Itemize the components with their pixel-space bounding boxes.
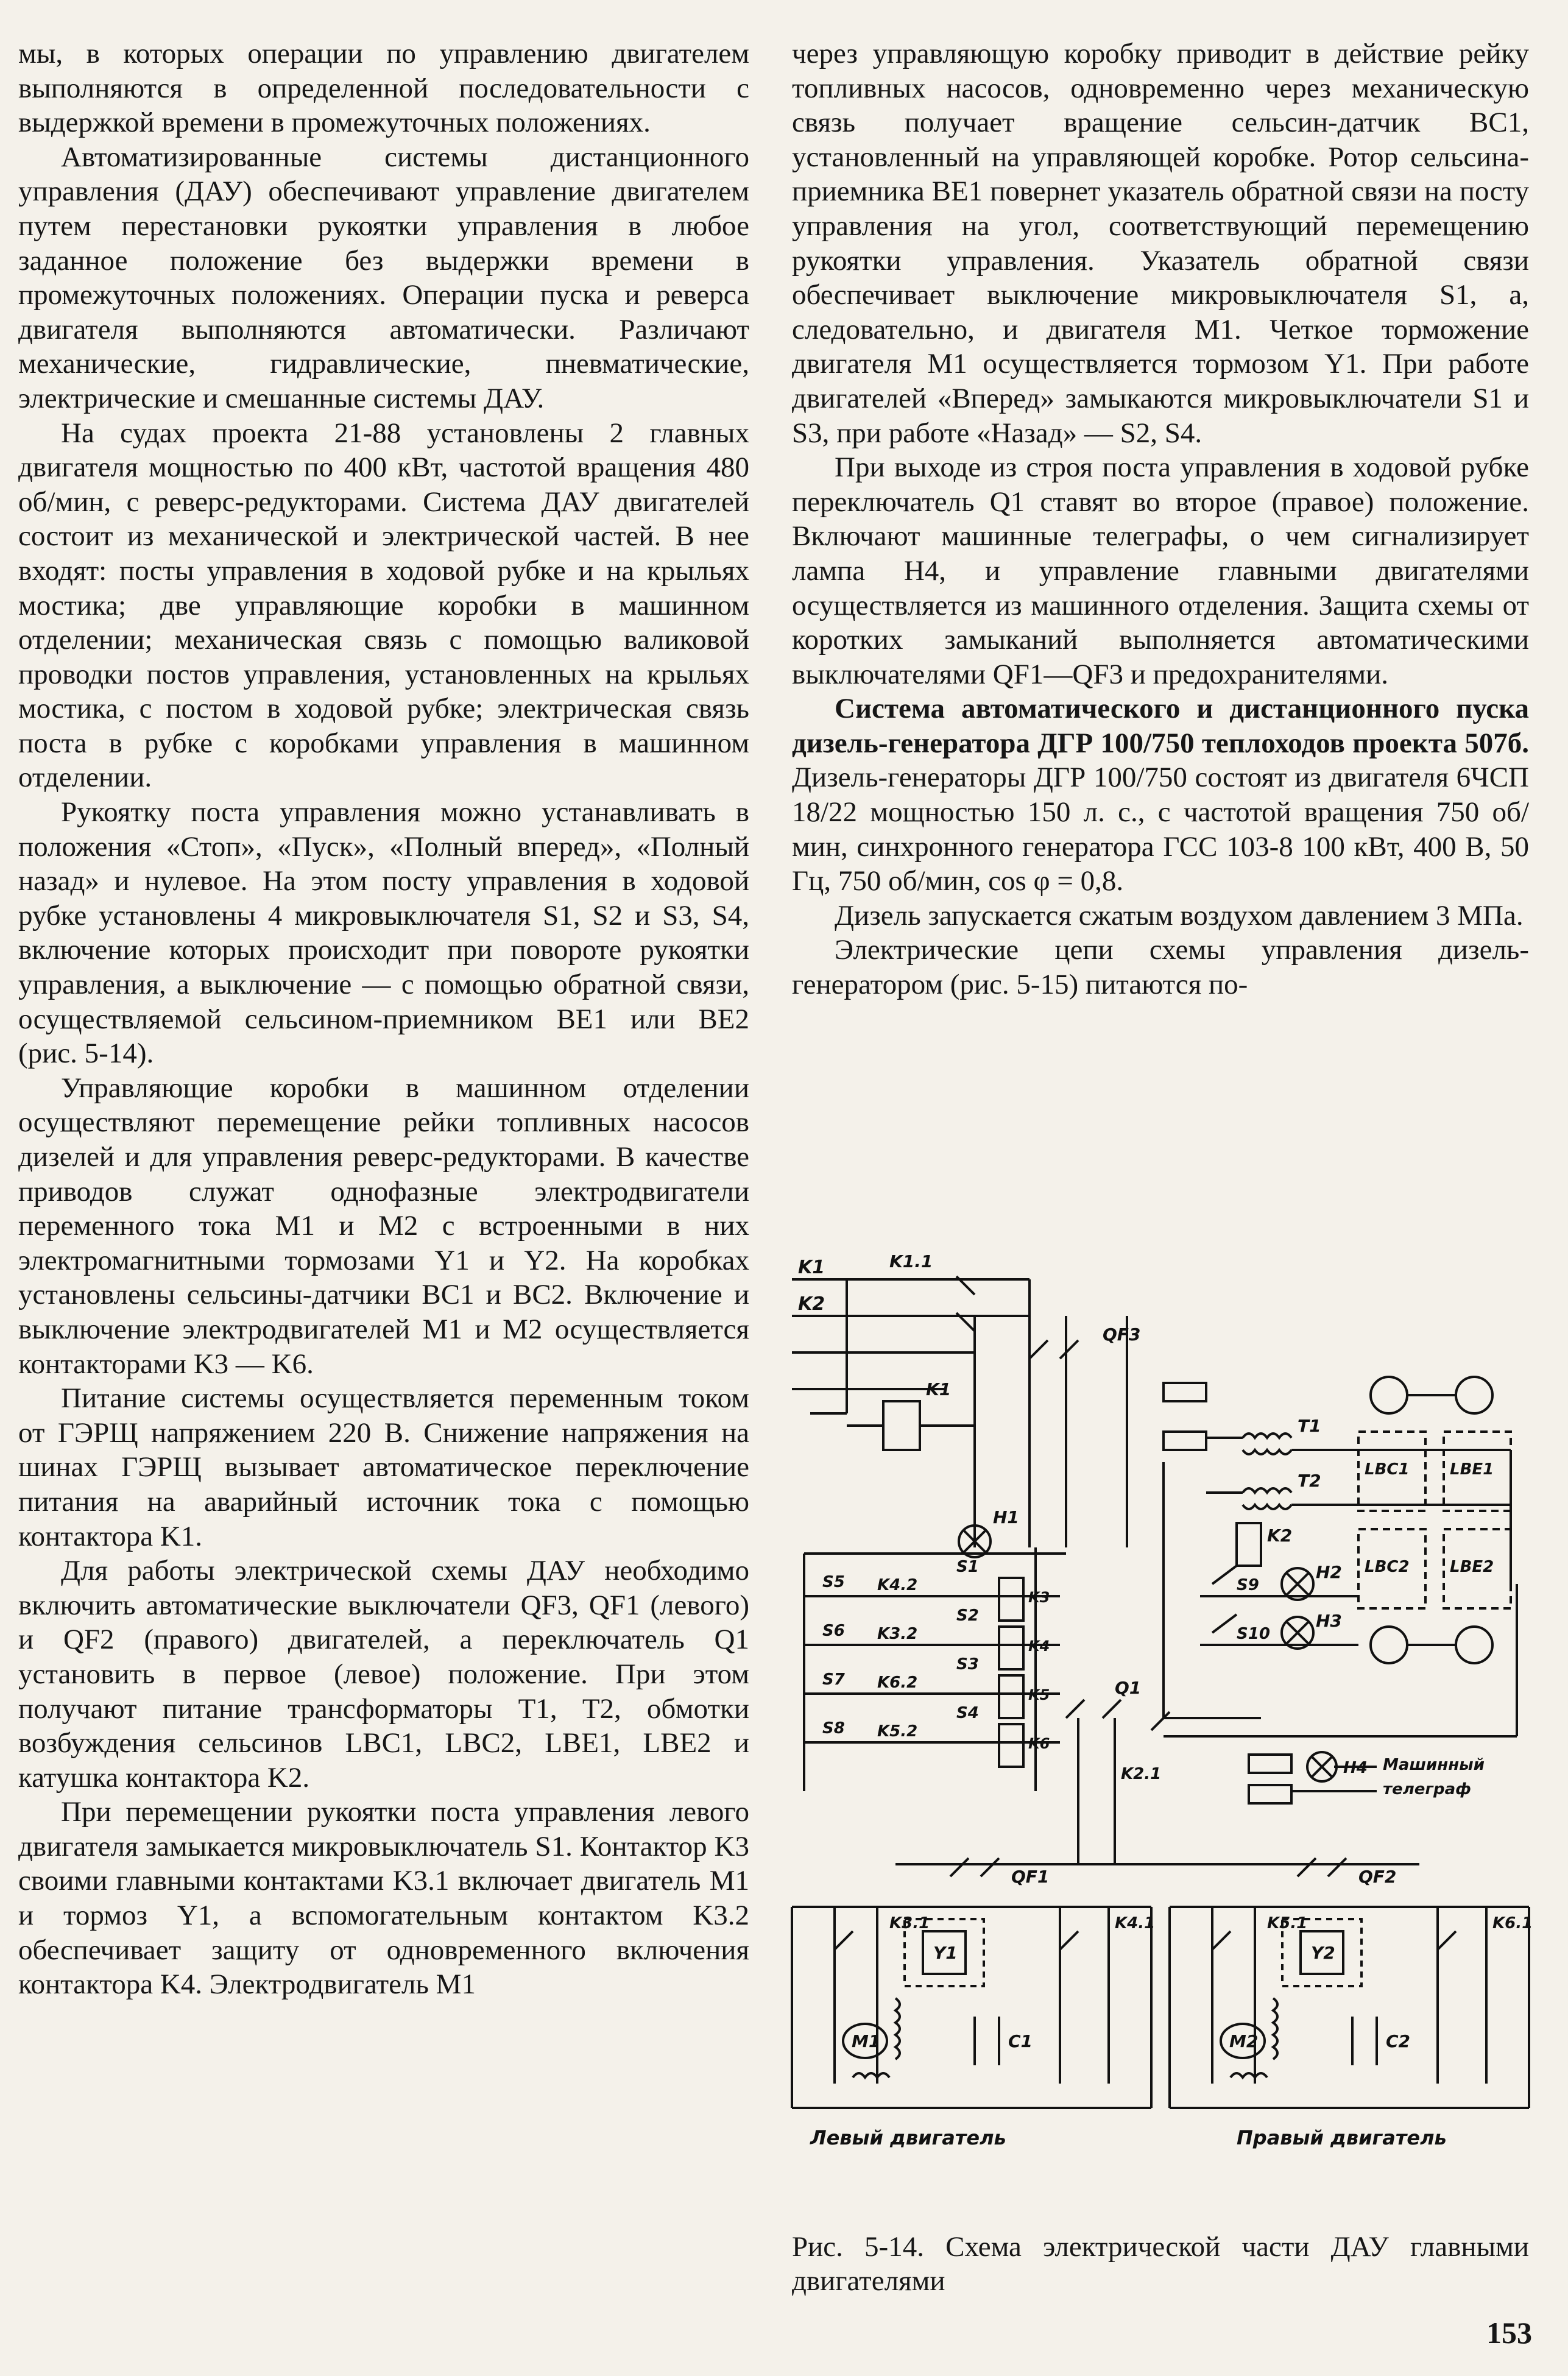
label-k4-1: K4.1	[1115, 1914, 1156, 1932]
paragraph-text: На судах проекта 21-88 установлены 2 главных двигателя мощностью по 400 кВт, частотой вращения 480 об/мин, с реверс-редукторами. Система ДАУ двигателей состоит из механической и электрической частей. В нее входят: посты управления в ходовой рубке и на крыльях мостика; две управляющие коробки в машинном отделении; механическая связь с помощью валиковой проводки постов управления, установленных на крыльях мостика, с постом в ходовой рубке; электрическая связь поста в рубке с коробками управления в машинном отделении.	[18, 417, 749, 794]
paragraph	[18, 795, 749, 1071]
label-lbe1: LBE1	[1450, 1460, 1494, 1479]
label-telegraph-1: Машинный	[1383, 1756, 1485, 1774]
right-text-column	[792, 37, 1529, 1002]
label-k3: K3	[1028, 1589, 1050, 1606]
paragraph-text: Питание системы осуществляется переменным током от ГЭРЩ напряжением 220 В. Снижение напряжения на шинах ГЭРЩ вызывает автоматическое переключение питания на аварийный источник тока с помощью контактора K1.	[18, 1382, 749, 1552]
label-k2-1: K2.1	[1121, 1765, 1162, 1783]
paragraph-text: мы, в которых операции по управлению двигателем выполняются в определенной последовательности с выдержкой времени в промежуточных положениях.	[18, 38, 749, 139]
label-qf3: QF3	[1103, 1324, 1141, 1345]
paragraph	[792, 933, 1529, 1002]
label-lbc1: LBC1	[1365, 1460, 1410, 1479]
label-qf1: QF1	[1011, 1867, 1050, 1887]
label-k6: K6	[1028, 1735, 1050, 1752]
label-h1: H1	[993, 1507, 1019, 1527]
figure-caption: Рис. 5-14. Схема электрической части ДАУ главными двигателями	[792, 2231, 1529, 2297]
label-m1: M1	[852, 2031, 881, 2051]
paragraph-text: Рукоятку поста управления можно устанавливать в положения «Стоп», «Пуск», «Полный вперед», «Полный назад» и нулевое. На этом посту управления в ходовой рубке установлены 4 микровыключателя S1, S2 и S3, S4, включение которых происходит при повороте рукоятки управления, а выключение — с помощью обратной связи, осуществляемой сельсином-приемником BE1 или BE2 (рис. 5-14).	[18, 796, 749, 1070]
label-h2: H2	[1316, 1562, 1342, 1582]
label-c2: C2	[1386, 2031, 1411, 2051]
paragraph	[18, 37, 749, 140]
label-left-engine: Левый двигатель	[810, 2126, 1006, 2149]
paragraph-text: Дизель запускается сжатым воздухом давлением 3 МПа.	[835, 899, 1524, 932]
paragraph	[792, 899, 1529, 933]
page-number: 153	[1486, 2316, 1532, 2350]
paragraph	[18, 1795, 749, 2002]
label-s6: S6	[822, 1622, 845, 1640]
label-s5: S5	[822, 1573, 845, 1591]
paragraph	[18, 416, 749, 796]
label-s9: S9	[1237, 1576, 1259, 1594]
label-s1: S1	[956, 1558, 979, 1576]
paragraph	[18, 1554, 749, 1795]
label-lbe2: LBE2	[1450, 1558, 1494, 1576]
paragraph-text: При выходе из строя поста управления в ходовой рубке переключатель Q1 ставят во второе (правое) положение. Включают машинные телеграфы, о чем сигнализирует лампа H4, и управление главными двигателями осуществляется из машинного отделения. Защита схемы от коротких замыканий выполняется автоматическими выключателями QF1—QF3 и предохранителями.	[792, 451, 1529, 690]
label-lbc2: LBC2	[1365, 1558, 1410, 1576]
label-s2: S2	[956, 1607, 979, 1625]
label-k5: K5	[1028, 1686, 1050, 1703]
label-k2-input: K2	[798, 1293, 825, 1315]
label-h4: H4	[1343, 1759, 1368, 1777]
label-t2: T2	[1298, 1471, 1321, 1491]
label-s10: S10	[1237, 1625, 1270, 1643]
label-s7: S7	[822, 1671, 845, 1689]
paragraph-text: Электрические цепи схемы управления дизель-генератором (рис. 5-15) питаются по-	[792, 934, 1529, 1001]
paragraph	[18, 1071, 749, 1381]
circuit-diagram	[774, 1255, 1541, 2254]
label-k5-2: K5.2	[877, 1722, 918, 1741]
paragraph	[792, 691, 1529, 899]
label-y1: Y1	[933, 1943, 958, 1963]
label-k4-2: K4.2	[877, 1576, 918, 1594]
label-k5-1: K5.1	[1267, 1914, 1308, 1932]
label-qf2: QF2	[1358, 1867, 1397, 1887]
label-k1-1: K1.1	[889, 1255, 933, 1271]
paragraph	[18, 1381, 749, 1554]
label-q1: Q1	[1115, 1678, 1142, 1698]
label-y2: Y2	[1311, 1943, 1335, 1963]
paragraph-text: При перемещении рукоятки поста управления левого двигателя замыкается микровыключатель S1. Контактор K3 своими главными контактами K3.1 включает двигатель M1 и тормоз Y1, а вспомогательным контактом K3.2 обеспечивает защиту от одновременного включения контактора K4. Электродвигатель M1	[18, 1796, 749, 2001]
paragraph	[18, 140, 749, 416]
paragraph-text: через управляющую коробку приводит в действие рейку топливных насосов, одновременно через механическую связь получает вращение сельсин-датчик BC1, установленный на управляющей коробке. Ротор сельсина-приемника BE1 повернет указатель обратной связи на посту управления на угол, соответствующий перемещению рукоятки управления. Указатель обратной связи обеспечивает выключение микровыключателя S1, а, следовательно, и двигателя M1. Четкое торможение двигателя M1 осуществляется тормозом Y1. При работе двигателей «Вперед» замыкаются микровыключатели S1 и S3, при работе «Назад» — S2, S4.	[792, 38, 1529, 449]
label-h3: H3	[1316, 1611, 1342, 1631]
paragraph	[792, 450, 1529, 691]
label-s3: S3	[956, 1655, 979, 1674]
paragraph-heading: Система автоматического и дистанционного пуска дизель-генератора ДГР 100/750 теплоходов проекта 507б.	[792, 693, 1529, 759]
label-right-engine: Правый двигатель	[1237, 2126, 1447, 2149]
paragraph-text: Дизель-генераторы ДГР 100/750 состоят из двигателя 6ЧСП 18/22 мощностью 150 л. с., с частотой вращения 750 об/мин, синхронного генератора ГСС 103-8 100 кВт, 400 В, 50 Гц, 750 об/мин, cos φ = 0,8.	[792, 762, 1529, 897]
label-k1-coil: K1	[926, 1379, 952, 1399]
label-k3-1: K3.1	[889, 1914, 930, 1932]
label-k3-2: K3.2	[877, 1625, 918, 1643]
label-m2: M2	[1229, 2031, 1259, 2051]
label-k1-input: K1	[798, 1257, 825, 1278]
label-t1: T1	[1298, 1416, 1321, 1436]
label-k6-1: K6.1	[1492, 1914, 1533, 1932]
paragraph-text: Управляющие коробки в машинном отделении осуществляют перемещение рейки топливных насосов дизелей и для управления реверс-редукторами. В качестве приводов служат однофазные электродвигатели переменного тока M1 и M2 с встроенными в них электромагнитными тормозами Y1 и Y2. На коробках установлены сельсины-датчики BC1 и BC2. Включение и выключение электродвигателей M1 и M2 осуществляется контакторами K3 — K6.	[18, 1072, 749, 1380]
label-k2: K2	[1267, 1526, 1293, 1546]
label-k6-2: K6.2	[877, 1674, 918, 1692]
paragraph-text: Для работы электрической схемы ДАУ необходимо включить автоматические выключатели QF3, QF1 (левого) и QF2 (правого) двигателей, а переключатель Q1 установить в первое (левое) положение. При этом получают питание трансформаторы T1, T2, обмотки возбуждения сельсинов LBC1, LBC2, LBE1, LBE2 и катушка контактора K2.	[18, 1555, 749, 1794]
label-s8: S8	[822, 1719, 845, 1738]
left-text-column	[18, 37, 749, 2002]
paragraph-text: Автоматизированные системы дистанционного управления (ДАУ) обеспечивают управление двигателем путем перестановки рукоятки управления в любое заданное положение без выдержки времени в промежуточных положениях. Операции пуска и реверса двигателя выполняются автоматически. Различают механические, гидравлические, пневматические, электрические и смешанные системы ДАУ.	[18, 141, 749, 414]
label-telegraph-2: телеграф	[1383, 1780, 1471, 1798]
label-c1: C1	[1008, 2031, 1033, 2051]
label-k4: K4	[1028, 1638, 1050, 1655]
circuit-diagram-figure	[774, 1255, 1541, 2254]
label-s4: S4	[956, 1704, 979, 1722]
paragraph	[792, 37, 1529, 450]
